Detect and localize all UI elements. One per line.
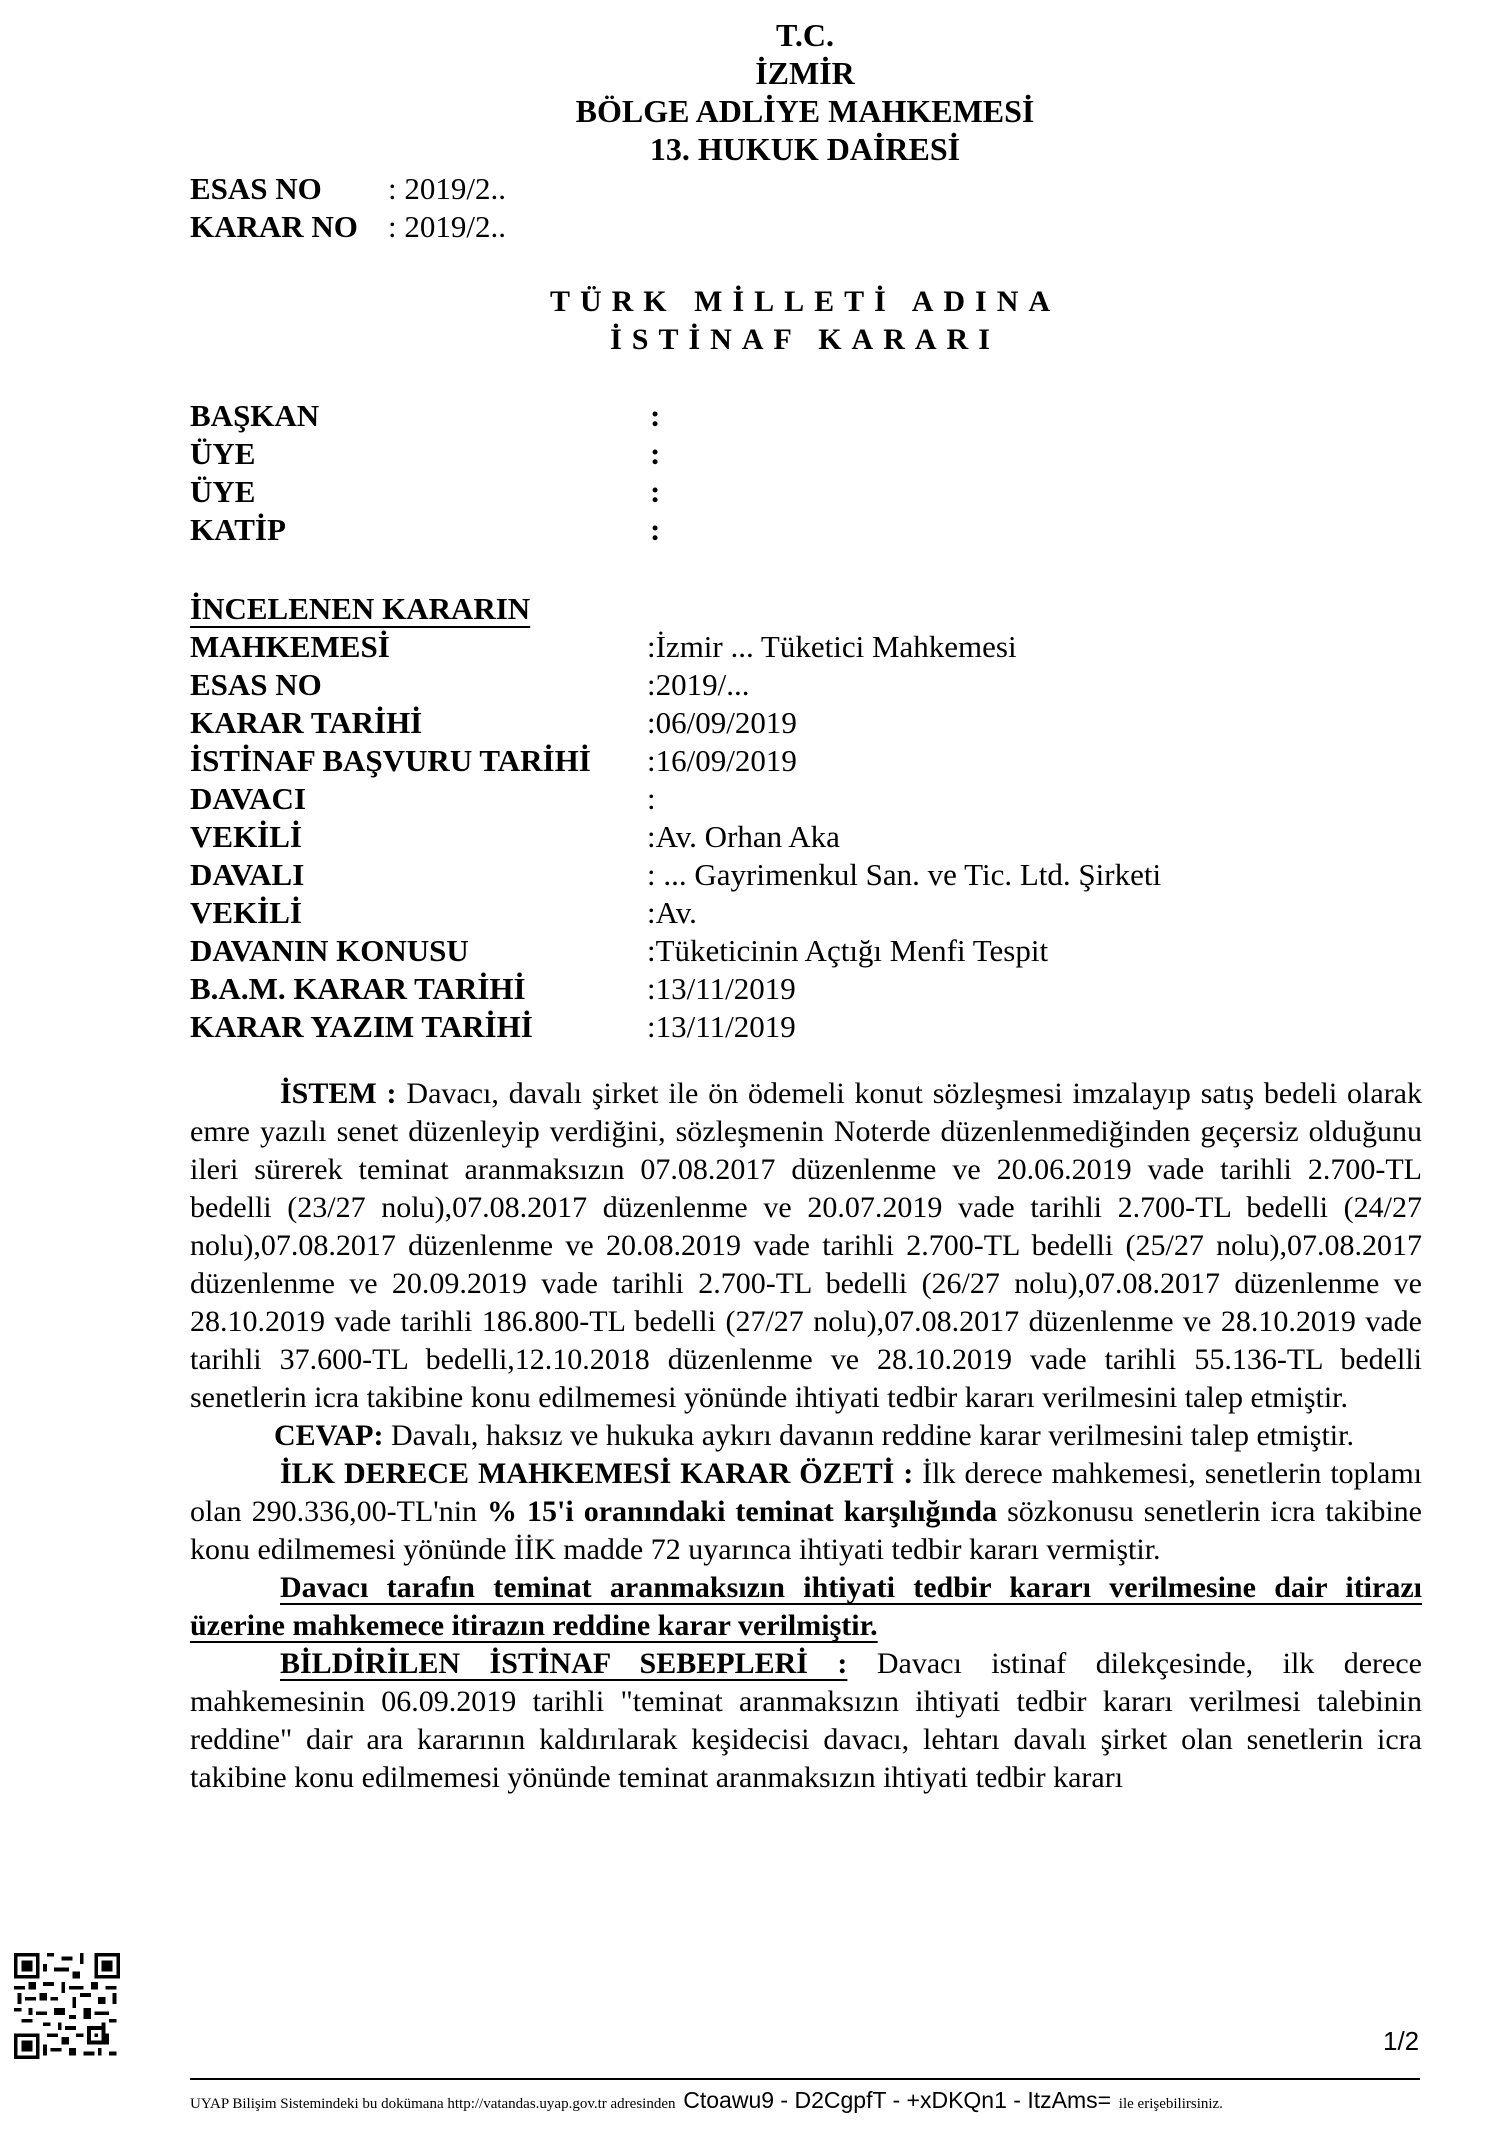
- panel-value: :: [650, 512, 661, 547]
- cevap-label: CEVAP:: [274, 1419, 384, 1452]
- info-value: :Tüketicinin Açtığı Menfi Tespit: [647, 933, 1049, 968]
- panel-value: :: [650, 436, 661, 471]
- ozet-bold-text: % 15'i oranındaki teminat karşılığında: [487, 1495, 998, 1528]
- qr-code-icon: [14, 1953, 120, 2059]
- istem-paragraph: [190, 1075, 1422, 1417]
- info-row: [190, 932, 1161, 970]
- page-number: 1/2: [1383, 2026, 1420, 2056]
- panel-row: [190, 397, 660, 435]
- panel-members: [190, 397, 660, 549]
- esas-no-label: ESAS NO: [190, 171, 322, 206]
- ozet-text-continued: sözkonusu senetlerin icra takibine konu edilmemesi yönünde İİK madde 72 uyarınca ihtiyati tedbir kararı vermiştir.: [190, 1495, 1422, 1566]
- info-row: [190, 1008, 1161, 1046]
- info-row: [190, 666, 1161, 704]
- info-row: [190, 856, 1161, 894]
- info-label: B.A.M. KARAR TARİHİ: [190, 971, 526, 1006]
- info-value: :16/09/2019: [647, 743, 797, 778]
- info-value: :İzmir ... Tüketici Mahkemesi: [647, 629, 1017, 664]
- info-label: KARAR TARİHİ: [190, 705, 423, 740]
- info-value: : ... Gayrimenkul San. ve Tic. Ltd. Şirketi: [647, 857, 1162, 892]
- cevap-text: Davalı, haksız ve hukuka aykırı davanın reddine karar verilmesini talep etmiştir.: [383, 1419, 1354, 1452]
- title-decision: İSTİNAF KARARI: [610, 323, 1000, 356]
- footer-text: UYAP Bilişim Sistemindeki bu dokümana http://vatandas.uyap.gov.tr adresinden: [190, 2096, 676, 2112]
- info-row: [190, 894, 1161, 932]
- ozet-text: İlk derece mahkemesi, senetlerin toplamı olan 290.336,00-TL'nin: [190, 1457, 1422, 1528]
- info-label: DAVALI: [190, 857, 305, 892]
- info-label: DAVANIN KONUSU: [190, 933, 469, 968]
- istem-label: İSTEM :: [280, 1077, 397, 1110]
- ozet-paragraph: [190, 1455, 1422, 1569]
- itiraz-text: Davacı tarafın teminat aranmaksızın ihtiyati tedbir kararı verilmesine dair itirazı üzerine mahkemece itirazın reddine karar verilmiştir.: [190, 1571, 1422, 1642]
- info-row: [190, 780, 1161, 818]
- panel-label: ÜYE: [190, 436, 256, 471]
- karar-no-value: : 2019/2..: [388, 209, 506, 244]
- header-city: İZMİR: [755, 55, 855, 91]
- ozet-label: İLK DERECE MAHKEMESİ KARAR ÖZETİ :: [280, 1457, 914, 1490]
- info-row: [190, 742, 1161, 780]
- reviewed-heading: İNCELENEN KARARIN: [190, 591, 531, 626]
- info-label: ESAS NO: [190, 667, 322, 702]
- info-label: KARAR YAZIM TARİHİ: [190, 1009, 533, 1044]
- header-chamber: 13. HUKUK DAİRESİ: [649, 131, 961, 167]
- info-row: [190, 704, 1161, 742]
- header-court: BÖLGE ADLİYE MAHKEMESİ: [575, 93, 1035, 129]
- footer-text-end: ile erişebilirsiniz.: [1118, 2096, 1223, 2112]
- footer-divider: [190, 2078, 1420, 2080]
- cevap-paragraph: [190, 1417, 1422, 1455]
- istem-text: Davacı, davalı şirket ile ön ödemeli konut sözleşmesi imzalayıp satış bedeli olarak emre yazılı senet düzenleyip verdiğini, sözleşmenin Noterde düzenlenmediğinden geçersiz olduğunu ileri sürerek teminat aranmaksızın 07.08.2017 düzenlenme ve 20.06.2019 vade tarihli 2.700-TL bedelli (23/27 nolu),07.08.2017 düzenlenme ve 20.07.2019 vade tarihli 2.700-TL bedelli (24/27 nolu),07.08.2017 düzenlenme ve 20.08.2019 vade tarihli 2.700-TL bedelli (25/27 nolu),07.08.2017 düzenlenme ve 20.09.2019 vade tarihli 2.700-TL bedelli (26/27 nolu),07.08.2017 düzenlenme ve 28.10.2019 vade tarihli 186.800-TL bedelli (27/27 nolu),07.08.2017 düzenlenme ve 28.10.2019 vade tarihli 37.600-TL bedelli,12.10.2018 düzenlenme ve 28.10.2019 vade tarihli 55.136-TL bedelli senetlerin icra takibine konu edilmemesi yönünde ihtiyati tedbir kararı verilmesini talep etmiştir.: [190, 1077, 1422, 1414]
- decision-body: [190, 1075, 1422, 1797]
- itiraz-paragraph: [190, 1569, 1422, 1645]
- info-value: :2019/...: [647, 667, 750, 702]
- header-tc: T.C.: [775, 17, 835, 53]
- info-row: [190, 628, 1161, 666]
- sebep-paragraph: [190, 1645, 1422, 1797]
- panel-row: [190, 473, 660, 511]
- info-value: :13/11/2019: [647, 1009, 796, 1044]
- info-label: İSTİNAF BAŞVURU TARİHİ: [190, 743, 591, 778]
- sebep-label: BİLDİRİLEN İSTİNAF SEBEPLERİ :: [280, 1647, 848, 1680]
- info-label: DAVACI: [190, 781, 307, 816]
- court-header: [0, 16, 1495, 168]
- info-row: [190, 818, 1161, 856]
- panel-label: BAŞKAN: [190, 398, 320, 433]
- reviewed-decision-info: [190, 590, 1161, 1046]
- info-label: VEKİLİ: [190, 819, 302, 854]
- case-numbers: [190, 170, 506, 246]
- decision-title: [0, 283, 1495, 359]
- verification-code: Ctoawu9 - D2CgpfT - +xDKQn1 - ItzAms=: [683, 2087, 1112, 2113]
- panel-row: [190, 435, 660, 473]
- info-label: MAHKEMESİ: [190, 629, 390, 664]
- panel-value: :: [650, 398, 661, 433]
- info-row: [190, 970, 1161, 1008]
- panel-label: KATİP: [190, 512, 286, 547]
- info-value: :Av. Orhan Aka: [647, 819, 840, 854]
- esas-no-value: : 2019/2..: [388, 171, 506, 206]
- info-value: :Av.: [647, 895, 697, 930]
- panel-value: :: [650, 474, 661, 509]
- verification-footer: [190, 2085, 1223, 2119]
- panel-label: ÜYE: [190, 474, 256, 509]
- sebep-text: Davacı istinaf dilekçesinde, ilk derece mahkemesinin 06.09.2019 tarihli "teminat aranmaksızın ihtiyati tedbir kararı verilmesi talebinin reddine" dair ara kararının kaldırılarak keşidecisi davacı, lehtarı davalı şirket olan senetlerin icra takibine konu edilmemesi yönünde teminat aranmaksızın ihtiyati tedbir kararı: [190, 1647, 1422, 1794]
- title-nation: TÜRK MİLLETİ ADINA: [549, 285, 1061, 318]
- info-value: :06/09/2019: [647, 705, 797, 740]
- panel-row: [190, 511, 660, 549]
- info-label: VEKİLİ: [190, 895, 302, 930]
- info-value: :13/11/2019: [647, 971, 796, 1006]
- karar-no-label: KARAR NO: [190, 209, 358, 244]
- info-value: :: [647, 781, 656, 816]
